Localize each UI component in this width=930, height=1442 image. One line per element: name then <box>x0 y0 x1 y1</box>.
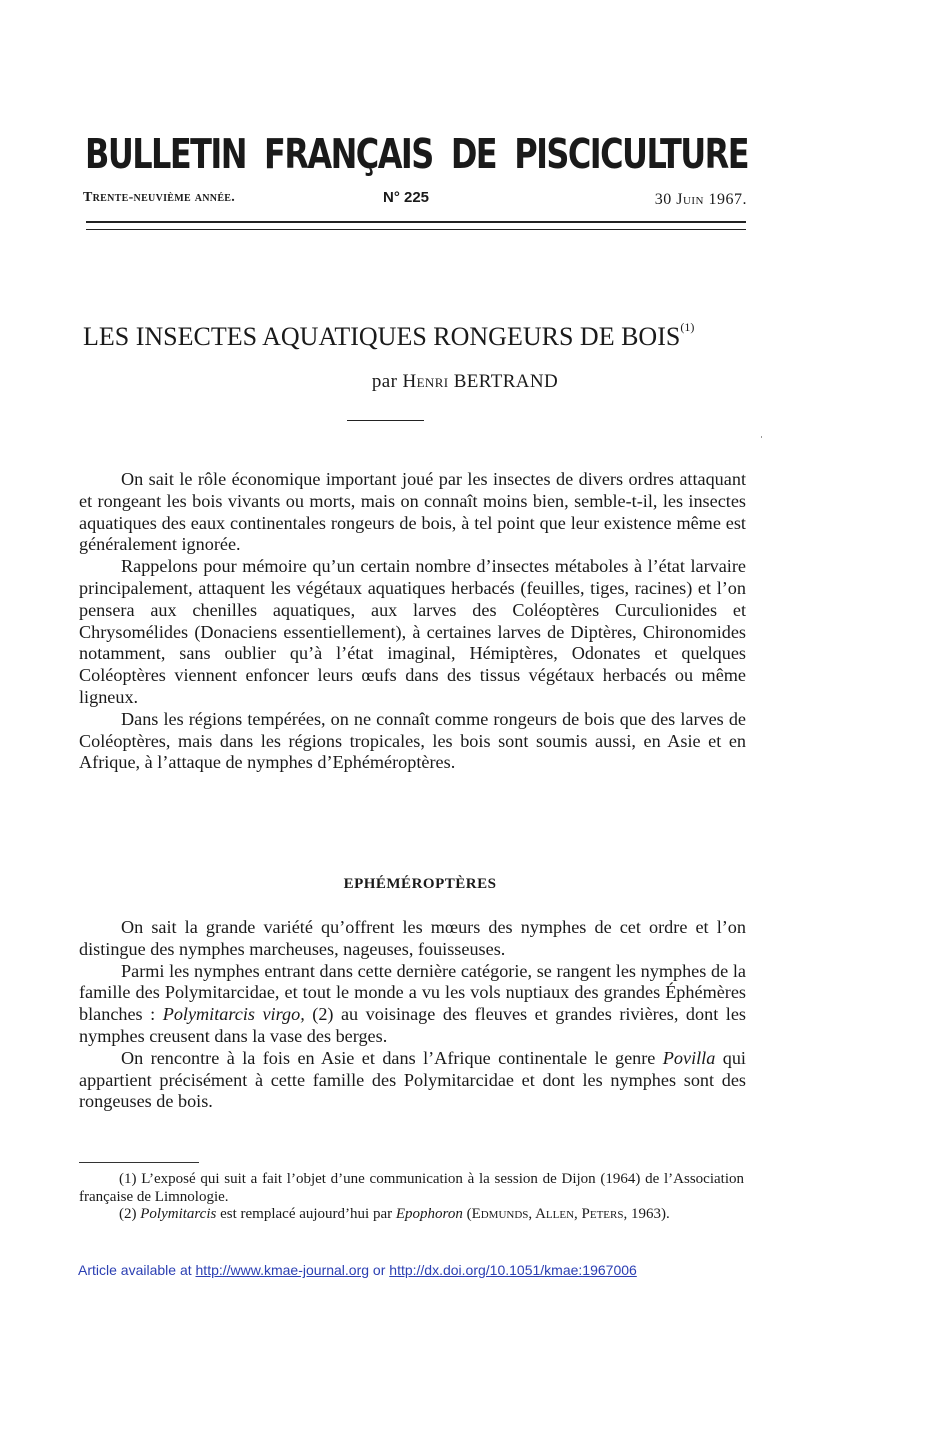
author-last-name: BERTRAND <box>453 371 559 392</box>
volume-year: Trente-neuvième année. <box>83 190 236 205</box>
footnote-rule <box>79 1162 199 1163</box>
title-footnote-marker: (1) <box>680 320 695 334</box>
issue-day: 30 <box>654 191 672 208</box>
byline <box>0 371 930 393</box>
footnote-number: (2) <box>119 1206 141 1222</box>
footnotes <box>79 1171 744 1224</box>
footnote-replacement-genus: Epophoron <box>395 1206 463 1222</box>
paragraph-text: On rencontre à la fois en Asie et dans l’Afrique continentale le genre <box>121 1047 663 1068</box>
journal-link[interactable]: http://www.kmae-journal.org <box>195 1262 370 1278</box>
article-title <box>83 320 747 352</box>
journal-title: BULLETIN FRANÇAIS DE PISCICULTURE <box>85 130 748 178</box>
doi-link[interactable]: http://dx.doi.org/10.1051/kmae:1967006 <box>389 1262 637 1278</box>
footnote-1: (1) L’exposé qui suit a fait l’objet d’une communication à la session de Dijon (1964) de l’Association française de Limnologie. <box>79 1171 744 1205</box>
availability-prefix: Article available at <box>78 1262 196 1278</box>
issue-number: N° 225 <box>383 189 430 206</box>
header-rule-thin <box>86 229 746 230</box>
article-title-text: LES INSECTES AQUATIQUES RONGEURS DE BOIS <box>83 322 681 351</box>
paragraph: On sait le rôle économique important joué par les insectes de divers ordres attaquant et rongeant les bois vivants ou morts, mais on connaît moins bien, semble-t-il, les insectes aquatiques des eaux continentales rongeurs de bois, à tel point que leur existence même est généralement ignorée. <box>79 469 746 555</box>
footnote-authors: (Edmunds, Allen, Peters, 1963). <box>466 1206 670 1222</box>
intro-section <box>79 469 746 774</box>
species-name: Polymitarcis virgo, <box>162 1004 305 1025</box>
paragraph-text: qui appartient précisément à cette famille des Polymitarcidae et dont les nymphes sont des rongeuses de bois. <box>79 1047 746 1112</box>
paragraph: Dans les régions tempérées, on ne connaît comme rongeurs de bois que des larves de Coléoptères, mais dans les régions tropicales, les bois sont soumis aussi, en Asie et en Afrique, à l’attaque de nymphes d’Ephéméroptères. <box>79 708 746 773</box>
section-heading: EPHÉMÉROPTÈRES <box>343 876 497 892</box>
availability-notice <box>78 1262 637 1278</box>
paragraph-text: Parmi les nymphes entrant dans cette dernière catégorie, se rangent les nymphes de la famille des Polymitarcidae, et tout le monde a vu les vols nuptiaux des grandes Éphémères blanches : <box>79 960 746 1025</box>
paragraph: Rappelons pour mémoire qu’un certain nombre d’insectes métaboles à l’état larvaire principalement, attaquent les végétaux aquatiques herbacés (feuilles, tiges, racines) et l’on pensera aux chenilles aquatiques, aux larves des Coléoptères Curculionides et Chrysomélides (Donaciens essentiellement), à certaines larves de Diptères, Chironomides notamment, sans oublier qu’à l’état imaginal, Hémiptères, Odonates et quelques Coléoptères viennent enfoncer leurs œufs dans des tissus végétaux herbacés ou même ligneux. <box>79 556 746 707</box>
issue-month: Juin <box>676 191 704 208</box>
paragraph <box>79 1048 746 1113</box>
genus-name: Povilla <box>662 1047 716 1068</box>
footnote-2 <box>79 1206 744 1224</box>
issue-info <box>83 190 747 212</box>
availability-or: or <box>369 1262 390 1278</box>
issue-year: 1967. <box>708 191 747 208</box>
author-first-name: Henri <box>402 371 449 392</box>
paragraph <box>79 961 746 1048</box>
byline-by: par <box>371 371 398 392</box>
ephemeroptera-section <box>79 917 746 1113</box>
header-rule-thick <box>86 221 746 223</box>
issue-date <box>655 191 747 209</box>
footnote-genus: Polymitarcis <box>140 1206 217 1222</box>
scan-mark <box>761 436 762 438</box>
paragraph-text: (2) au voisinage des fleuves et grandes rivières, dont les nymphes creusent dans la vase des berges. <box>79 1004 746 1046</box>
paragraph: On sait la grande variété qu’offrent les mœurs des nymphes de cet ordre et l’on distingue des nymphes marcheuses, nageuses, fouisseuses. <box>79 917 746 959</box>
footnote-text: est remplacé aujourd’hui par <box>216 1206 396 1222</box>
title-divider <box>347 420 424 421</box>
